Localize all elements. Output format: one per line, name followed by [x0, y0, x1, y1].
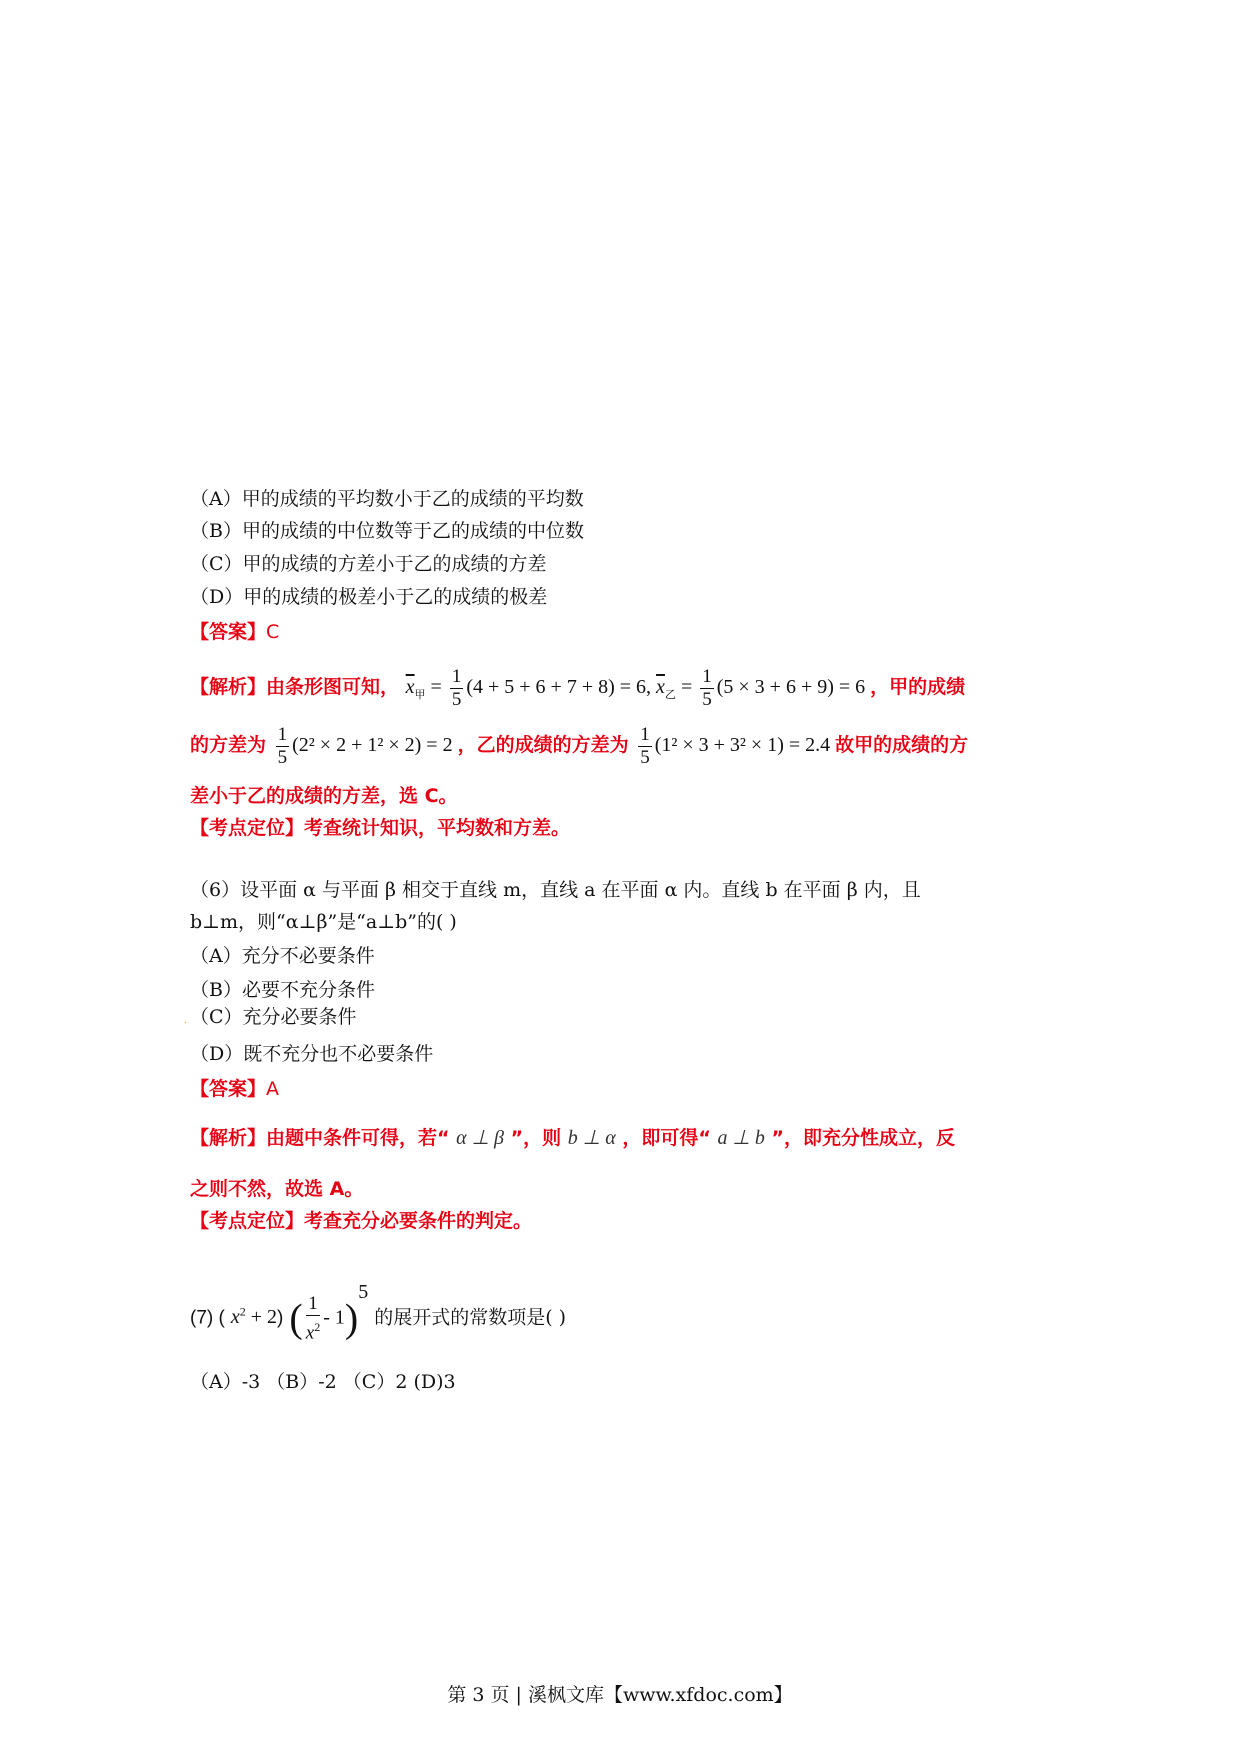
- fraction: [638, 724, 652, 769]
- frac-num: 1: [640, 723, 650, 745]
- analysis-text-a: 由题中条件可得，若“: [266, 1127, 450, 1149]
- frac-den: 5: [277, 746, 288, 768]
- q7-first-factor: $x^2 + 2$: [230, 1304, 278, 1329]
- frac-num: 1: [306, 1293, 320, 1316]
- frac-den: 5: [640, 746, 650, 768]
- q6-option-b: （B）必要不充分条件: [190, 979, 375, 1001]
- analysis-text-b: ”，则: [510, 1127, 562, 1149]
- var-tail: 故甲的成绩的方: [835, 734, 969, 756]
- q5-analysis-line2: [190, 720, 968, 770]
- q7-fraction: [306, 1293, 320, 1344]
- stray-mark: .: [184, 1015, 188, 1026]
- q6-answer: [190, 1076, 279, 1102]
- frac-den: 5: [451, 688, 462, 710]
- frac-num: 1: [277, 723, 288, 745]
- q5-conclusion: 差小于乙的成绩的方差，选 C。: [190, 785, 458, 807]
- q6-kaodian: [190, 1208, 532, 1234]
- exponent: 5: [358, 1281, 369, 1303]
- var-jia-expr: (2² × 2 + 1² × 2) = 2: [292, 734, 453, 756]
- kaodian-label: 【考点定位】: [190, 817, 305, 839]
- q6-option-c: （C）充分必要条件: [190, 1006, 357, 1028]
- kaodian-text: 考查充分必要条件的判定。: [304, 1210, 533, 1232]
- q5-analysis-line1: [190, 662, 965, 720]
- answer-label: 【答案】: [190, 1078, 267, 1100]
- analysis-label: 【解析】: [190, 676, 267, 698]
- var-mid: ，乙的成绩的方差为: [457, 734, 629, 756]
- analysis-text-d: ”，即充分性成立，反: [771, 1127, 955, 1149]
- analysis-text-c: ，即可得“: [622, 1127, 711, 1149]
- left-paren: (: [289, 1295, 303, 1341]
- var-formula-jia: [273, 723, 458, 768]
- q5-option-b: （B）甲的成绩的中位数等于乙的成绩的中位数: [190, 520, 584, 542]
- answer-label: 【答案】: [190, 621, 267, 643]
- q5-answer: [190, 619, 279, 645]
- after-means: ，甲的成绩: [870, 676, 966, 698]
- math-b-perp-alpha: b ⊥ α: [567, 1127, 616, 1149]
- math-a-perp-b: a ⊥ b: [717, 1127, 765, 1149]
- plus-two: + 2: [250, 1306, 278, 1329]
- right-paren: ): [344, 1295, 359, 1341]
- q5-option-a: （A）甲的成绩的平均数小于乙的成绩的平均数: [190, 488, 584, 510]
- q6-analysis-line1: [190, 1120, 955, 1156]
- fraction: [700, 666, 714, 711]
- minus-one: - 1: [323, 1306, 345, 1329]
- q6-stem-line2: b⊥m，则“α⊥β”是“a⊥b”的( ): [190, 911, 457, 933]
- mean-jia-expr: (4 + 5 + 6 + 7 + 8) = 6,: [466, 676, 652, 698]
- mean-formula-jia: $\overline{x}_甲$ = $\frac{1}{5}$ (4 + 5 + 6 + 7 + 8) = 6,: [405, 665, 652, 710]
- q6-stem-line1: （6）设平面 α 与平面 β 相交于直线 m，直线 a 在平面 α 内。直线 b 在平面 β 内，且: [190, 879, 921, 901]
- page-footer: 第 3 页 | 溪枫文库【www.xfdoc.com】: [447, 1684, 793, 1706]
- q5-kaodian: [190, 815, 570, 841]
- kaodian-text: 考查统计知识，平均数和方差。: [304, 817, 571, 839]
- q6-analysis-line2: 之则不然，故选 A。: [190, 1178, 364, 1200]
- q7-prefix: (7) (: [190, 1307, 225, 1329]
- mean-yi-expr: (5 × 3 + 6 + 9) = 6: [716, 676, 866, 698]
- var-x: x: [305, 1321, 315, 1343]
- answer-value: C: [266, 621, 280, 643]
- var-intro: 的方差为: [190, 734, 267, 756]
- fraction: [450, 666, 464, 711]
- analysis-label: 【解析】: [190, 1127, 267, 1149]
- q5-option-d: （D）甲的成绩的极差小于乙的成绩的极差: [190, 586, 548, 608]
- q7-stem: [190, 1275, 566, 1353]
- frac-den: 5: [702, 688, 712, 710]
- q7-close-paren: ): [277, 1307, 284, 1329]
- var-yi-expr: (1² × 3 + 3² × 1) = 2.4: [654, 734, 831, 756]
- mean-subscript: 乙: [664, 689, 676, 701]
- var-x: x: [230, 1306, 240, 1329]
- math-alpha-perp-beta: α ⊥ β: [456, 1127, 505, 1149]
- q5-option-c: （C）甲的成绩的方差小于乙的成绩的方差: [190, 553, 547, 575]
- answer-value: A: [266, 1078, 280, 1100]
- var-formula-yi: [635, 723, 835, 768]
- frac-num: 1: [451, 665, 462, 687]
- q6-option-d: （D）既不充分也不必要条件: [190, 1043, 434, 1065]
- mean-symbol: $\overline{x}$: [656, 676, 665, 698]
- frac-den: $x^2$: [305, 1319, 321, 1343]
- mean-formula-yi: $\overline{x}_乙$ = $\frac{1}{5}$ (5 × 3 + 6 + 9) = 6: [656, 665, 866, 710]
- analysis-intro: 由条形图可知，: [266, 676, 400, 698]
- fraction: [276, 724, 290, 769]
- frac-num: 1: [702, 665, 712, 687]
- q6-option-a: （A）充分不必要条件: [190, 945, 375, 967]
- q7-tail: 的展开式的常数项是( ): [374, 1306, 567, 1329]
- kaodian-label: 【考点定位】: [190, 1210, 305, 1232]
- mean-subscript: 甲: [414, 689, 426, 701]
- mean-symbol: $\overline{x}$: [405, 676, 415, 698]
- q7-options: （A）-3 （B）-2 （C）2 (D)3: [190, 1371, 456, 1393]
